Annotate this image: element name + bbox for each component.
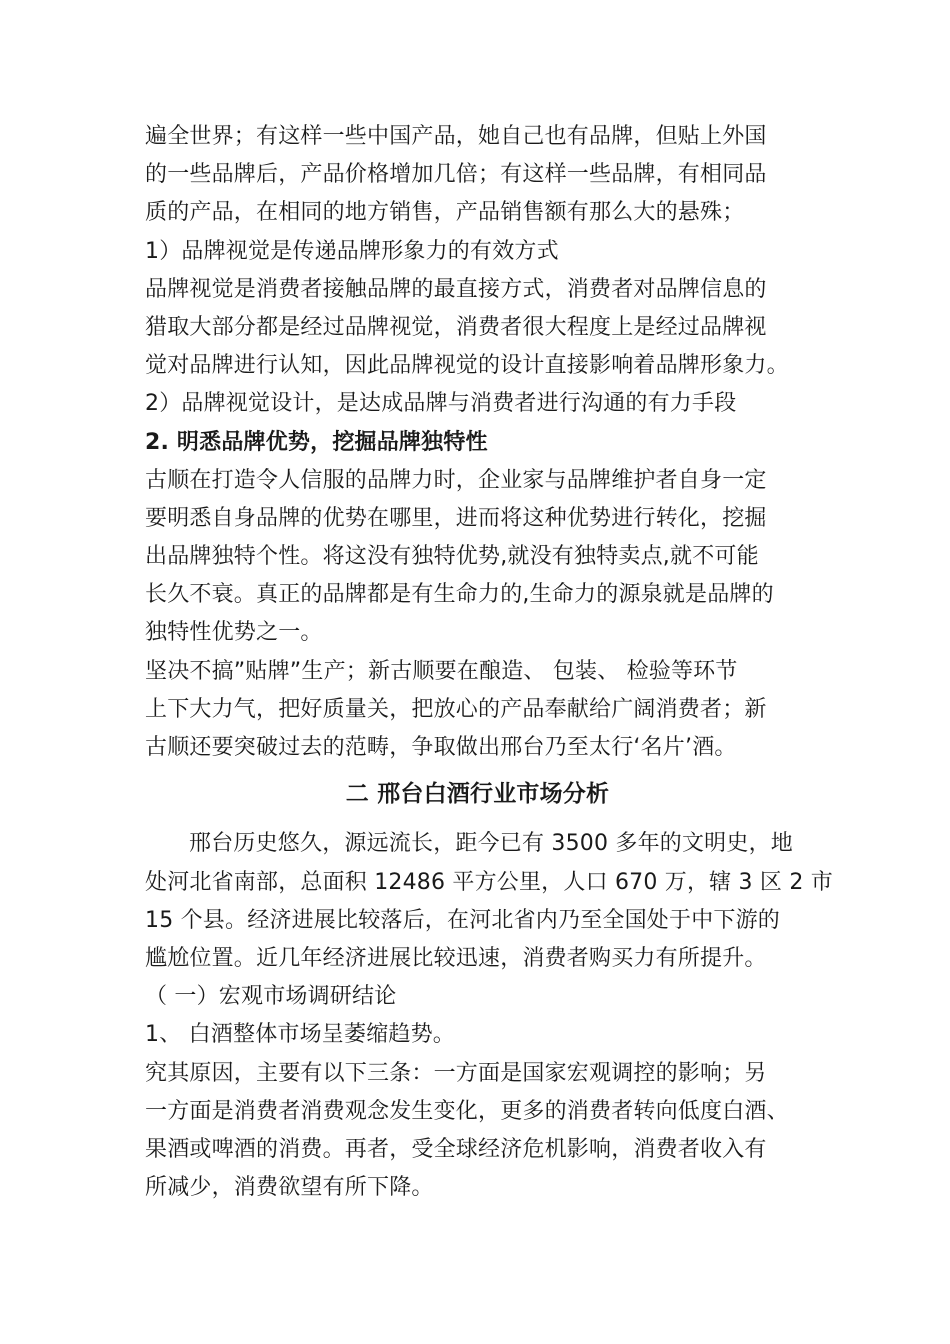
subsection-heading: （ 一）宏观市场调研结论 bbox=[145, 984, 397, 1010]
paragraph-line: 质的产品，在相同的地方销售，产品销售额有那么大的悬殊； bbox=[145, 200, 745, 226]
section-heading: 二 邢台白酒行业市场分析 bbox=[345, 781, 610, 808]
paragraph-line: 遍全世界；有这样一些中国产品，她自己也有品牌，但贴上外国 bbox=[145, 124, 767, 149]
paragraph-line: 长久不衰。真正的品牌都是有生命力的,生命力的源泉就是品牌的 bbox=[145, 582, 774, 608]
paragraph-line: 品牌视觉是消费者接触品牌的最直接方式，消费者对品牌信息的 bbox=[145, 276, 767, 302]
paragraph-line: 处河北省南部，总面积 12486 平方公里，人口 670 万，辖 3 区 2 市 bbox=[145, 869, 833, 895]
paragraph-line: 猎取大部分都是经过品牌视觉，消费者很大程度上是经过品牌视 bbox=[145, 314, 767, 340]
paragraph-line: 觉对品牌进行认知，因此品牌视觉的设计直接影响着品牌形象力。 bbox=[145, 353, 789, 379]
list-item-1: 1）品牌视觉是传递品牌形象力的有效方式 bbox=[145, 238, 559, 264]
paragraph-line: 古顺在打造令人信服的品牌力时，企业家与品牌维护者自身一定 bbox=[145, 467, 767, 493]
subheading-2: 2. 明悉品牌优势，挖掘品牌独特性 bbox=[145, 429, 488, 455]
paragraph-line: 独特性优势之一。 bbox=[145, 620, 323, 646]
paragraph-line: 一方面是消费者消费观念发生变化，更多的消费者转向低度白酒、 bbox=[145, 1098, 789, 1124]
document-body bbox=[145, 118, 833, 1207]
paragraph-line: 出品牌独特个性。将这没有独特优势,就没有独特卖点,就不可能 bbox=[145, 544, 759, 570]
paragraph-line: 15 个县。经济进展比较落后，在河北省内乃至全国处于中下游的 bbox=[145, 907, 780, 933]
paragraph-line: 邢台历史悠久，源远流长，距今已有 3500 多年的文明史，地 bbox=[189, 831, 793, 857]
list-item-1: 1、 白酒整体市场呈萎缩趋势。 bbox=[145, 1022, 455, 1048]
paragraph-line: 果酒或啤酒的消费。再者，受全球经济危机影响，消费者收入有 bbox=[145, 1136, 767, 1162]
paragraph-line: 要明悉自身品牌的优势在哪里，进而将这种优势进行转化，挖掘 bbox=[145, 505, 767, 531]
paragraph-line: 究其原因，主要有以下三条：一方面是国家宏观调控的影响；另 bbox=[145, 1060, 767, 1086]
paragraph-line: 古顺还要突破过去的范畴，争取做出邢台乃至太行‘名片’酒。 bbox=[145, 735, 737, 760]
paragraph-line: 坚决不搞”贴牌”生产；新古顺要在酿造、 包装、 检验等环节 bbox=[145, 658, 738, 684]
paragraph-line: 尴尬位置。近几年经济进展比较迅速，消费者购买力有所提升。 bbox=[145, 945, 767, 971]
paragraph-line: 的一些品牌后，产品价格增加几倍；有这样一些品牌，有相同品 bbox=[145, 162, 767, 188]
paragraph-line: 所减少，消费欲望有所下降。 bbox=[145, 1175, 434, 1201]
paragraph-line: 上下大力气，把好质量关，把放心的产品奉献给广阔消费者；新 bbox=[145, 696, 767, 722]
list-item-2: 2）品牌视觉设计，是达成品牌与消费者进行沟通的有力手段 bbox=[145, 391, 737, 417]
